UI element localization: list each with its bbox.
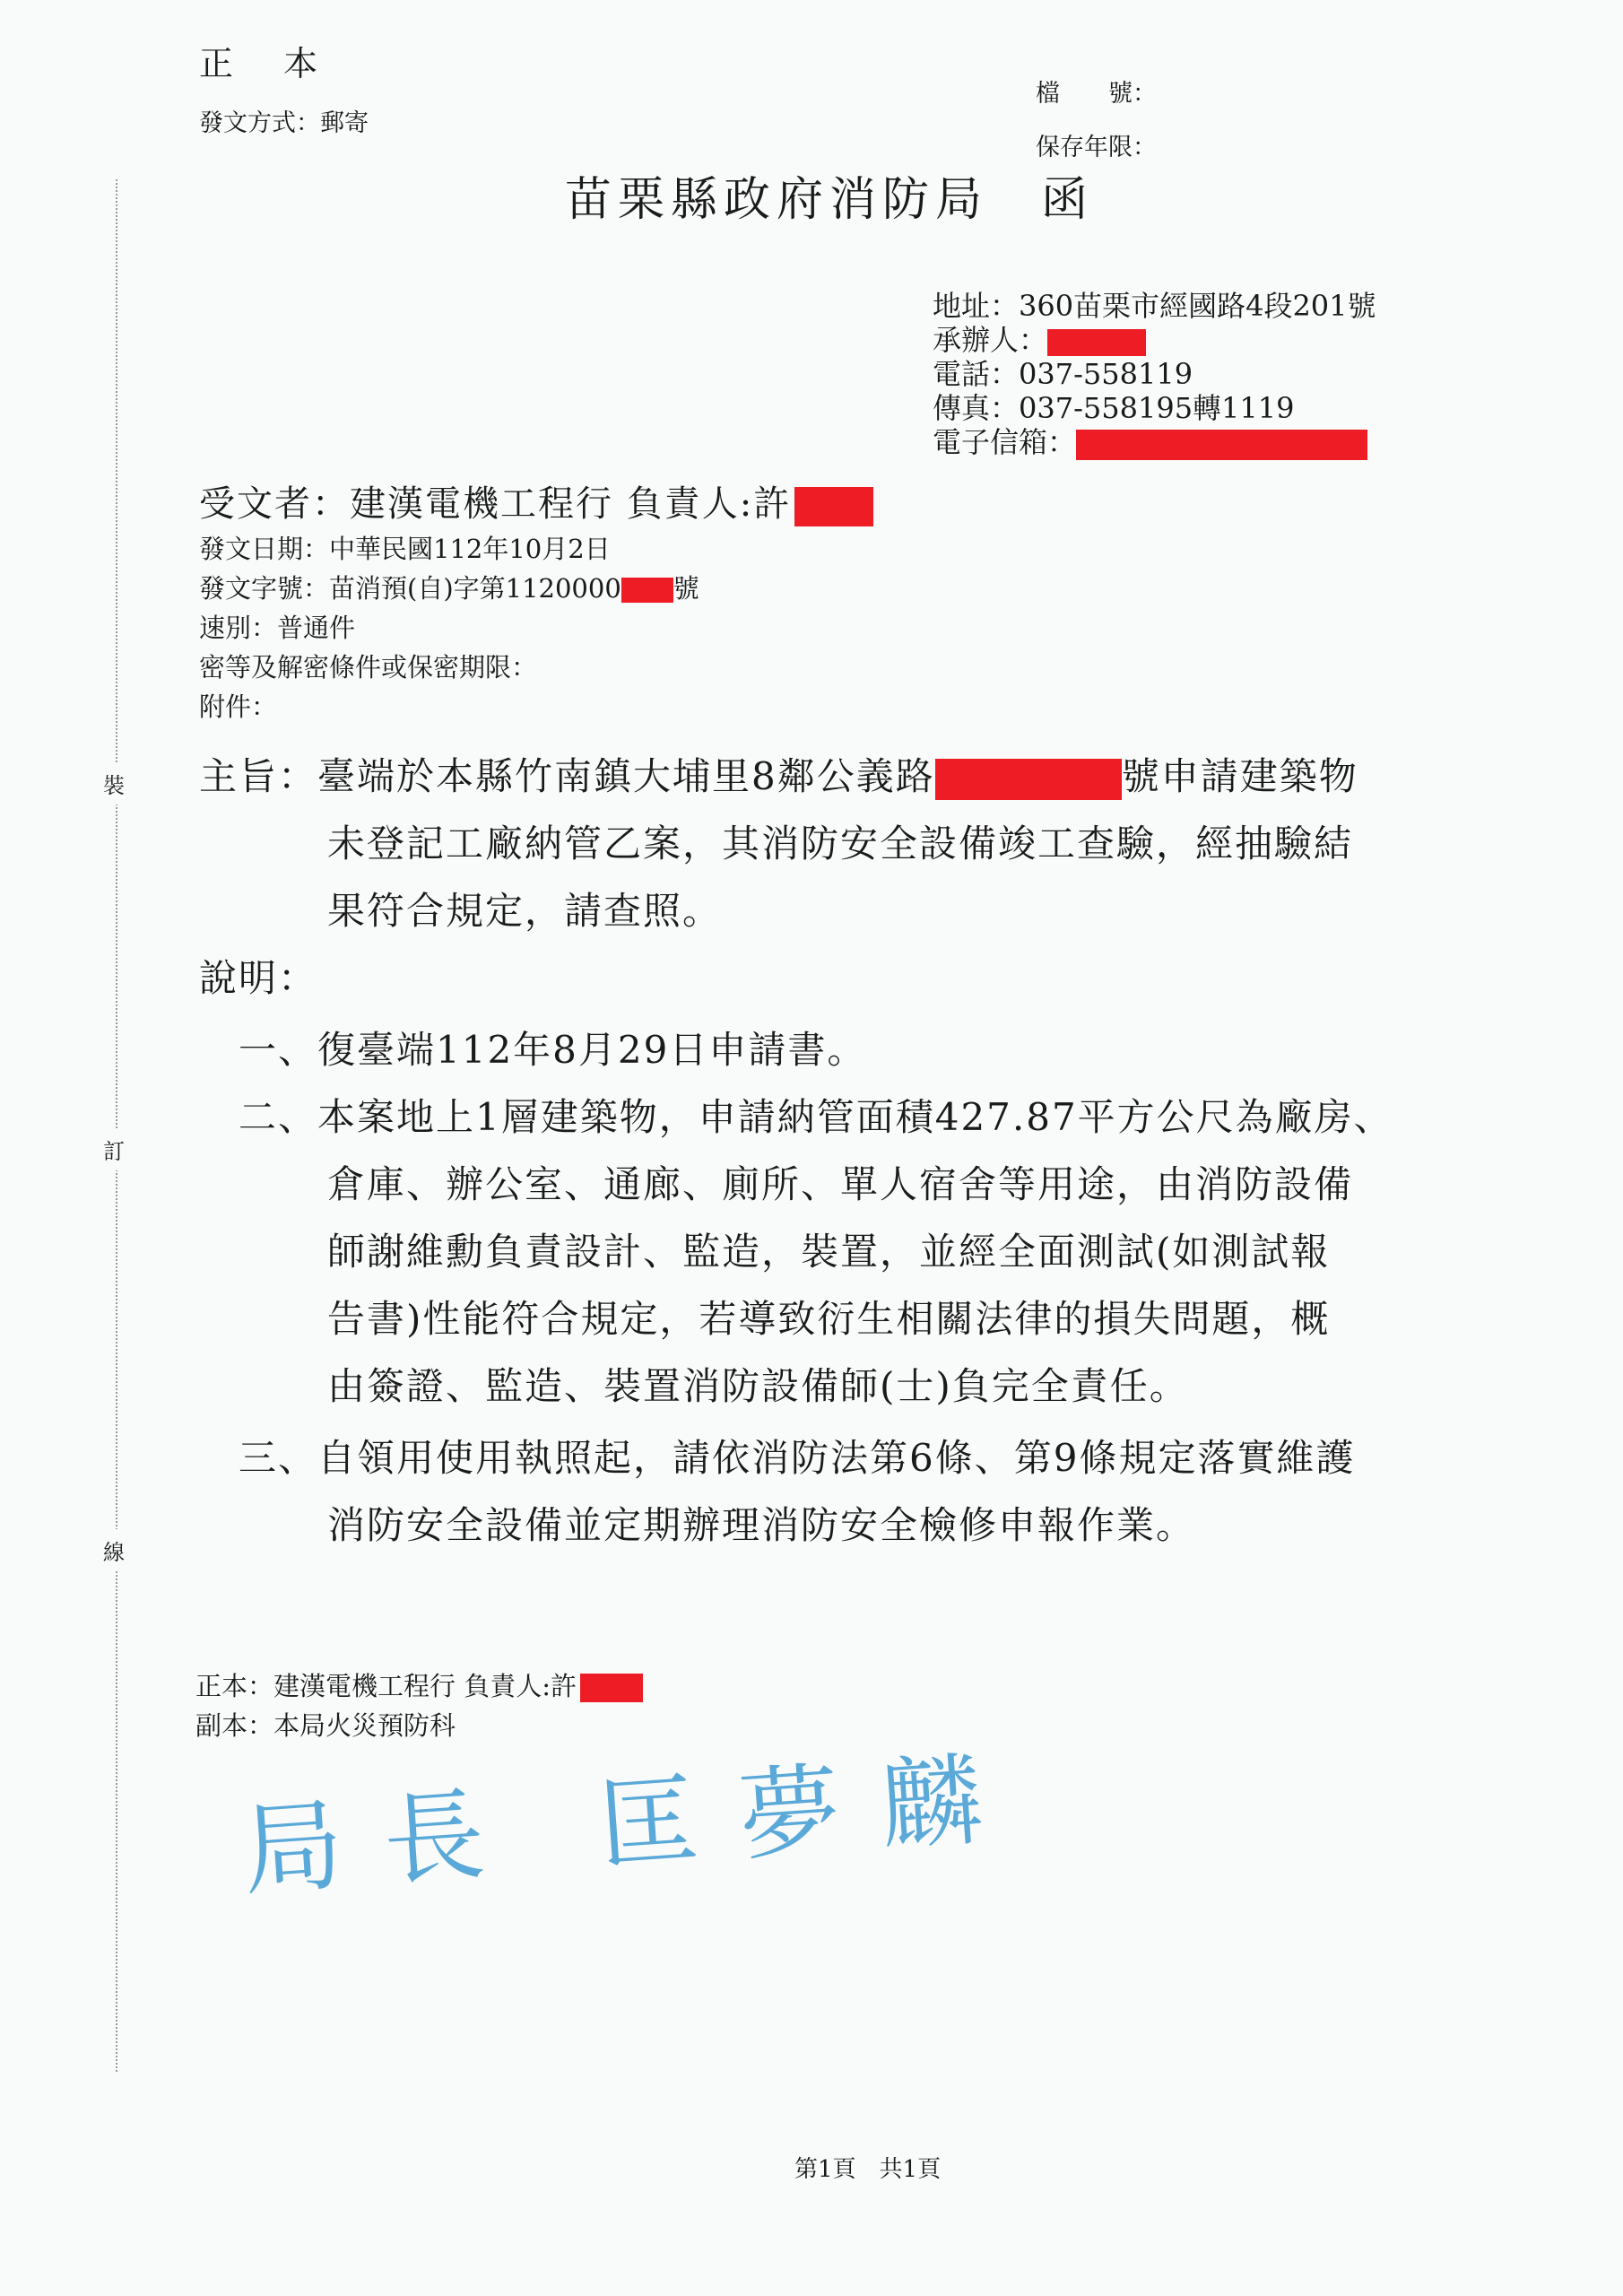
binding-char-2: 訂	[103, 1128, 125, 1170]
file-number: 檔 號：	[1036, 80, 1157, 108]
binding-char-1: 裝	[103, 762, 125, 804]
recipient: 受文者：建漢電機工程行 負責人:許	[199, 475, 873, 526]
meta-block	[199, 529, 699, 726]
original-recipient: 正本：建漢電機工程行 負責人:許	[195, 1666, 643, 1706]
subject-line-2: 未登記工廠納管乙案，其消防安全設備竣工查驗，經抽驗結	[327, 822, 1354, 865]
binding-char-3: 線	[103, 1529, 125, 1571]
fax: 傳真：037-558195轉1119	[933, 391, 1295, 425]
redacted-recipient-name	[794, 487, 873, 526]
handler: 承辦人：	[933, 323, 1376, 357]
address: 地址：360苗栗市經國路4段201號	[933, 289, 1376, 323]
issue-date: 發文日期：中華民國112年10月2日	[199, 534, 611, 564]
document-title: 苗栗縣政府消防局 函	[565, 173, 1095, 227]
explanation-item-3-line-1: 三、自領用使用執照起，請依消防法第6條、第9條規定落實維護	[239, 1436, 1356, 1480]
redacted-handler	[1047, 329, 1146, 356]
security-class: 密等及解密條件或保密期限：	[199, 652, 538, 683]
cc-block	[195, 1666, 643, 1745]
subject-line-3: 果符合規定，請查照。	[327, 889, 723, 933]
redacted-cc-name	[580, 1674, 643, 1702]
contact-block	[933, 289, 1376, 460]
redacted-email	[1076, 430, 1367, 460]
explanation-item-2-line-4: 告書)性能符合規定，若導致衍生相關法律的損失問題，概	[327, 1297, 1331, 1341]
email: 電子信箱：	[933, 425, 1376, 460]
explanation-item-2-line-5: 由簽證、監造、裝置消防設備師(士)負完全責任。	[327, 1364, 1189, 1408]
dispatch-method: 發文方式：郵寄	[199, 109, 369, 137]
explanation-item-2-line-2: 倉庫、辦公室、通廊、廁所、單人宿舍等用途，由消防設備	[327, 1162, 1354, 1206]
explanation-label: 說明：	[199, 956, 318, 1000]
page-number: 第1頁 共1頁	[794, 2156, 942, 2183]
explanation-item-3-line-2: 消防安全設備並定期辦理消防安全檢修申報作業。	[327, 1503, 1196, 1547]
redacted-doc-number	[621, 578, 673, 603]
explanation-item-2-line-1: 二、本案地上1層建築物，申請納管面積427.87平方公尺為廠房、	[239, 1095, 1393, 1139]
subject-line-1: 主旨：臺端於本縣竹南鎮大埔里8鄰公義路 號申請建築物	[199, 754, 1358, 798]
attachment: 附件：	[199, 691, 278, 722]
phone: 電話：037-558119	[933, 357, 1193, 391]
explanation-item-2-line-3: 師謝維勳負責設計、監造，裝置，並經全面測試(如測試報	[327, 1230, 1331, 1274]
speed-class: 速別：普通件	[199, 613, 356, 643]
retention-period: 保存年限：	[1036, 134, 1157, 161]
document-number: 發文字號：苗消預(自)字第1120000 號	[199, 573, 699, 604]
explanation-item-1: 一、復臺端112年8月29日申請書。	[239, 1028, 867, 1072]
original-copy-mark: 正 本	[199, 44, 338, 83]
redacted-address-number	[935, 759, 1122, 800]
copy-recipient: 副本：本局火災預防科	[195, 1710, 456, 1741]
binding-line	[116, 179, 117, 2072]
director-signature: 局長 匡夢麟	[239, 1739, 1027, 1910]
